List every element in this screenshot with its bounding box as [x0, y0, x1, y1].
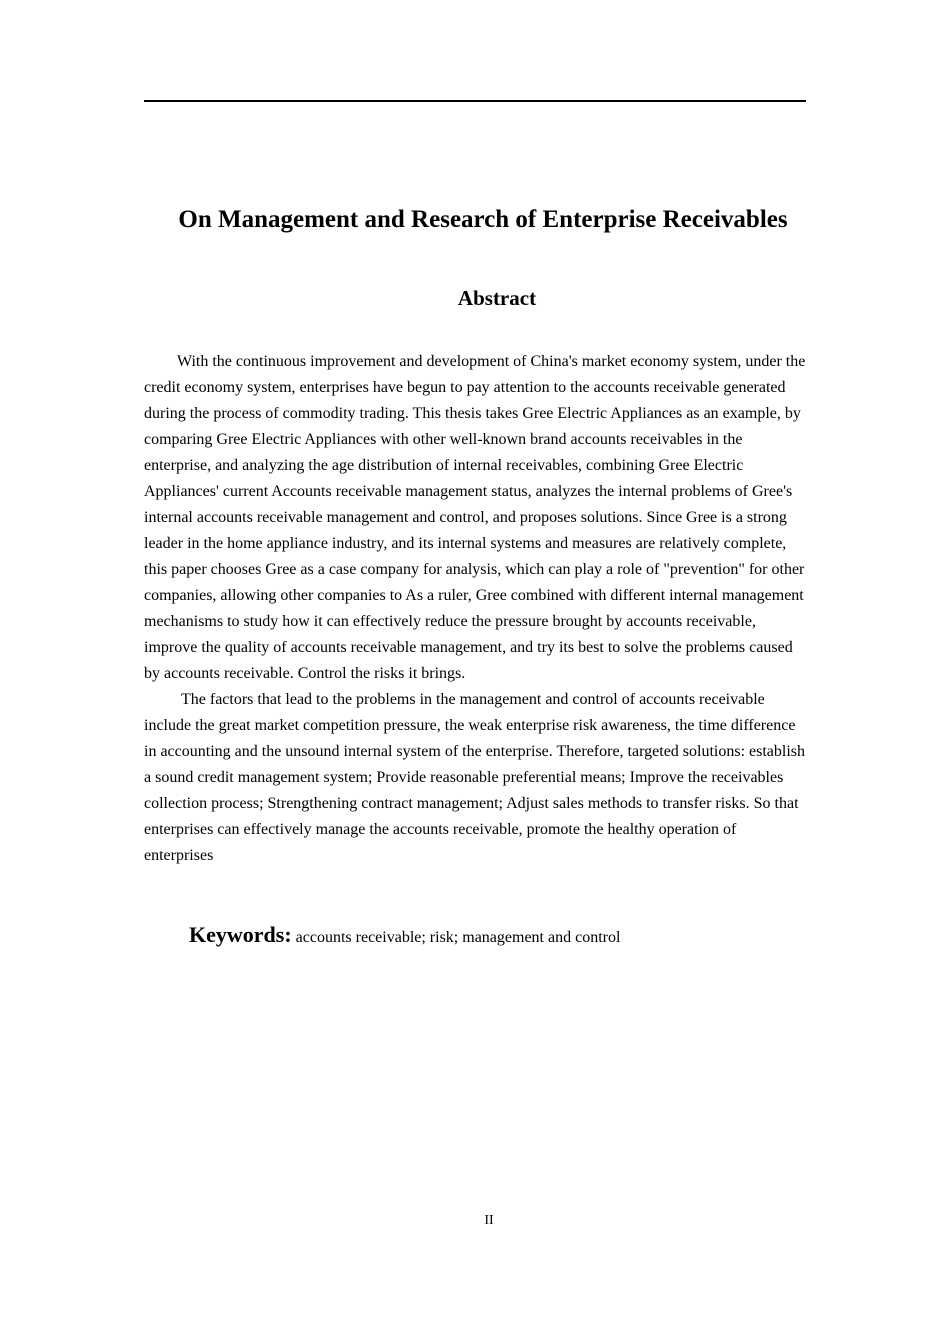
keywords-label: Keywords:: [189, 922, 292, 947]
page-title: On Management and Research of Enterprise Receivables: [178, 206, 788, 233]
keywords-line: [189, 919, 806, 954]
header-rule: [144, 100, 806, 102]
abstract-body: [144, 349, 806, 869]
abstract-paragraph-2: The factors that lead to the problems in the management and control of accounts receivable include the great market competition pressure, the weak enterprise risk awareness, the time difference in accounting and the unsound internal system of the enterprise. Therefore, targeted solutions: establish a sound credit management system; Provide reasonable preferential means; Improve the receivables collection process; Strengthening contract management; Adjust sales methods to transfer risks. So that enterprises can effectively manage the accounts receivable, promote the healthy operation of enterprises: [144, 691, 806, 864]
keywords-value: accounts receivable; risk; management and control: [295, 929, 621, 946]
page-number: II: [484, 1213, 494, 1228]
abstract-paragraph-1: With the continuous improvement and development of China's market economy system, under the credit economy system, enterprises have begun to pay attention to the accounts receivable generated during the process of commodity trading. This thesis takes Gree Electric Appliances as an example, by comparing Gree Electric Appliances with other well-known brand accounts receivables in the enterprise, and analyzing the age distribution of internal receivables, combining Gree Electric Appliances' current Accounts receivable management status, analyzes the internal problems of Gree's internal accounts receivable management and control, and proposes solutions. Since Gree is a strong leader in the home appliance industry, and its internal systems and measures are relatively complete, this paper chooses Gree as a case company for analysis, which can play a role of "prevention" for other companies, allowing other companies to As a ruler, Gree combined with different internal management mechanisms to study how it can effectively reduce the pressure brought by accounts receivable, improve the quality of accounts receivable management, and try its best to solve the problems caused by accounts receivable. Control the risks it brings.: [144, 353, 806, 682]
abstract-heading: Abstract: [457, 286, 537, 310]
